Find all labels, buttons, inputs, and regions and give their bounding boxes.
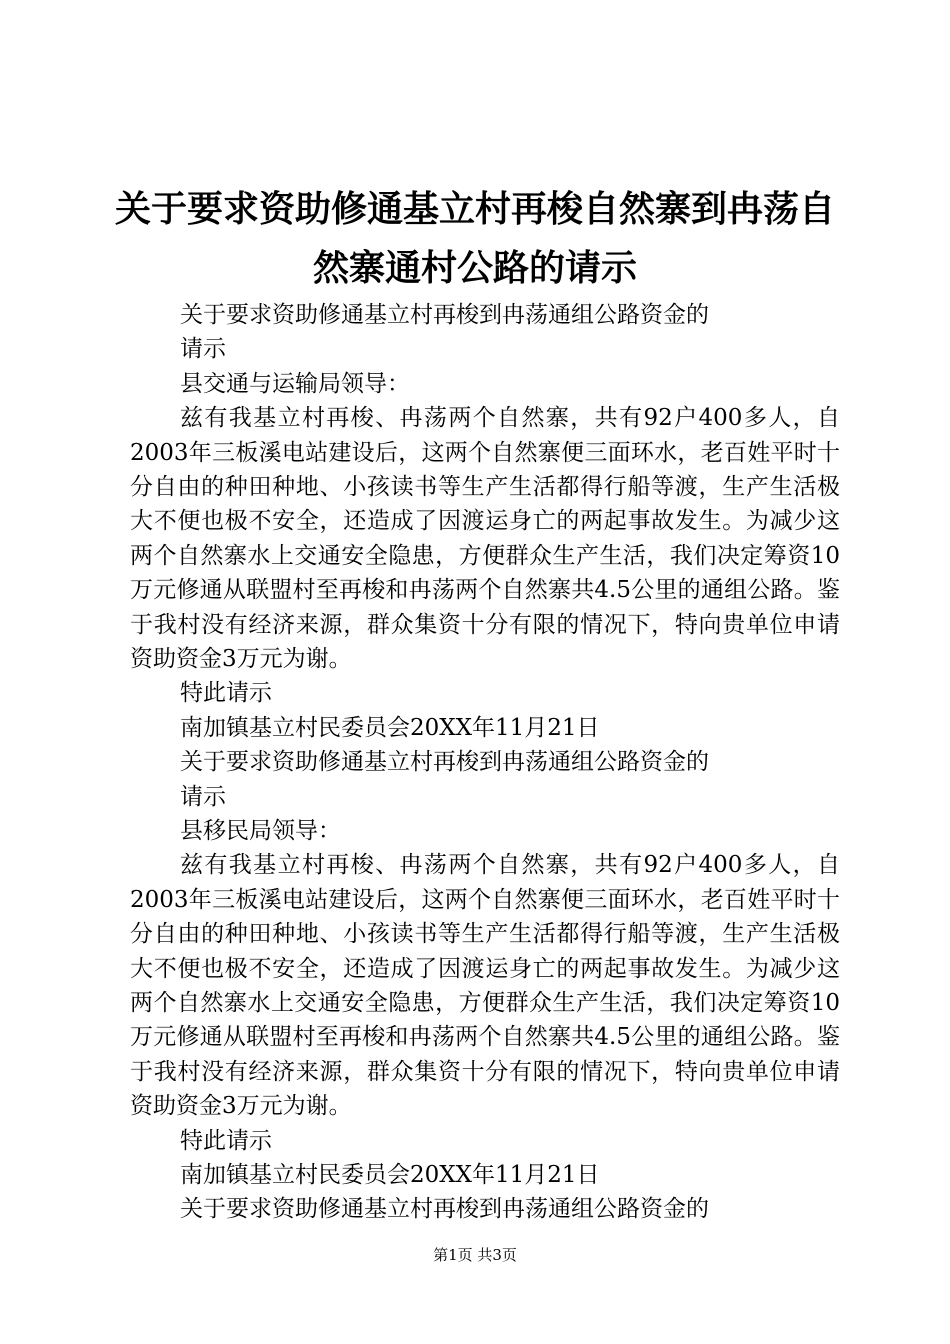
section-heading-cont: 请示 [180, 336, 226, 363]
document-title-line-2: 然寨通村公路的请示 [312, 248, 637, 289]
section-heading: 关于要求资助修通基立村再梭到冉荡通组公路资金的 [180, 302, 709, 328]
page-number-footer: 第1页 共3页 [433, 1246, 517, 1264]
salutation: 县移民局领导： [180, 817, 341, 844]
section-heading-cont: 请示 [180, 783, 226, 810]
salutation: 县交通与运输局领导： [180, 370, 410, 397]
signature-line: 南加镇基立村民委员会20XX年11月21日 [180, 714, 600, 741]
document-title-line-1: 关于要求资助修通基立村再梭自然寨到冉荡自 [114, 189, 835, 230]
body-paragraph: 兹有我基立村再梭、冉荡两个自然寨，共有92户400多人，自2003年三板溪电站建设后，这两个自然寨便三面环水，老百姓平时十分自由的种田种地、小孩读书等生产生活都得行船等渡，生产生活极大不便也极不安全，还造成了因渡运身亡的两起事故发生。为减少这两个自然寨水上交通安全隐患，方便群众生产生活，我们决定筹资10万元修通从联盟村至再梭和冉荡两个自然寨共4.5公里的通组公路。鉴于我村没有经济来源，群众集资十分有限的情况下，特向贵单位申请资助资金3万元为谢。 [130, 852, 840, 1120]
closing-text: 特此请示 [180, 680, 272, 707]
body-paragraph: 兹有我基立村再梭、冉荡两个自然寨，共有92户400多人，自2003年三板溪电站建设后，这两个自然寨便三面环水，老百姓平时十分自由的种田种地、小孩读书等生产生活都得行船等渡，生产生活极大不便也极不安全，还造成了因渡运身亡的两起事故发生。为减少这两个自然寨水上交通安全隐患，方便群众生产生活，我们决定筹资10万元修通从联盟村至再梭和冉荡两个自然寨共4.5公里的通组公路。鉴于我村没有经济来源，群众集资十分有限的情况下，特向贵单位申请资助资金3万元为谢。 [130, 405, 840, 673]
section-heading: 关于要求资助修通基立村再梭到冉荡通组公路资金的 [180, 1196, 709, 1223]
closing-text: 特此请示 [180, 1127, 272, 1154]
signature-line: 南加镇基立村民委员会20XX年11月21日 [180, 1162, 600, 1189]
document-body [130, 298, 840, 1227]
section-heading: 关于要求资助修通基立村再梭到冉荡通组公路资金的 [180, 749, 709, 776]
